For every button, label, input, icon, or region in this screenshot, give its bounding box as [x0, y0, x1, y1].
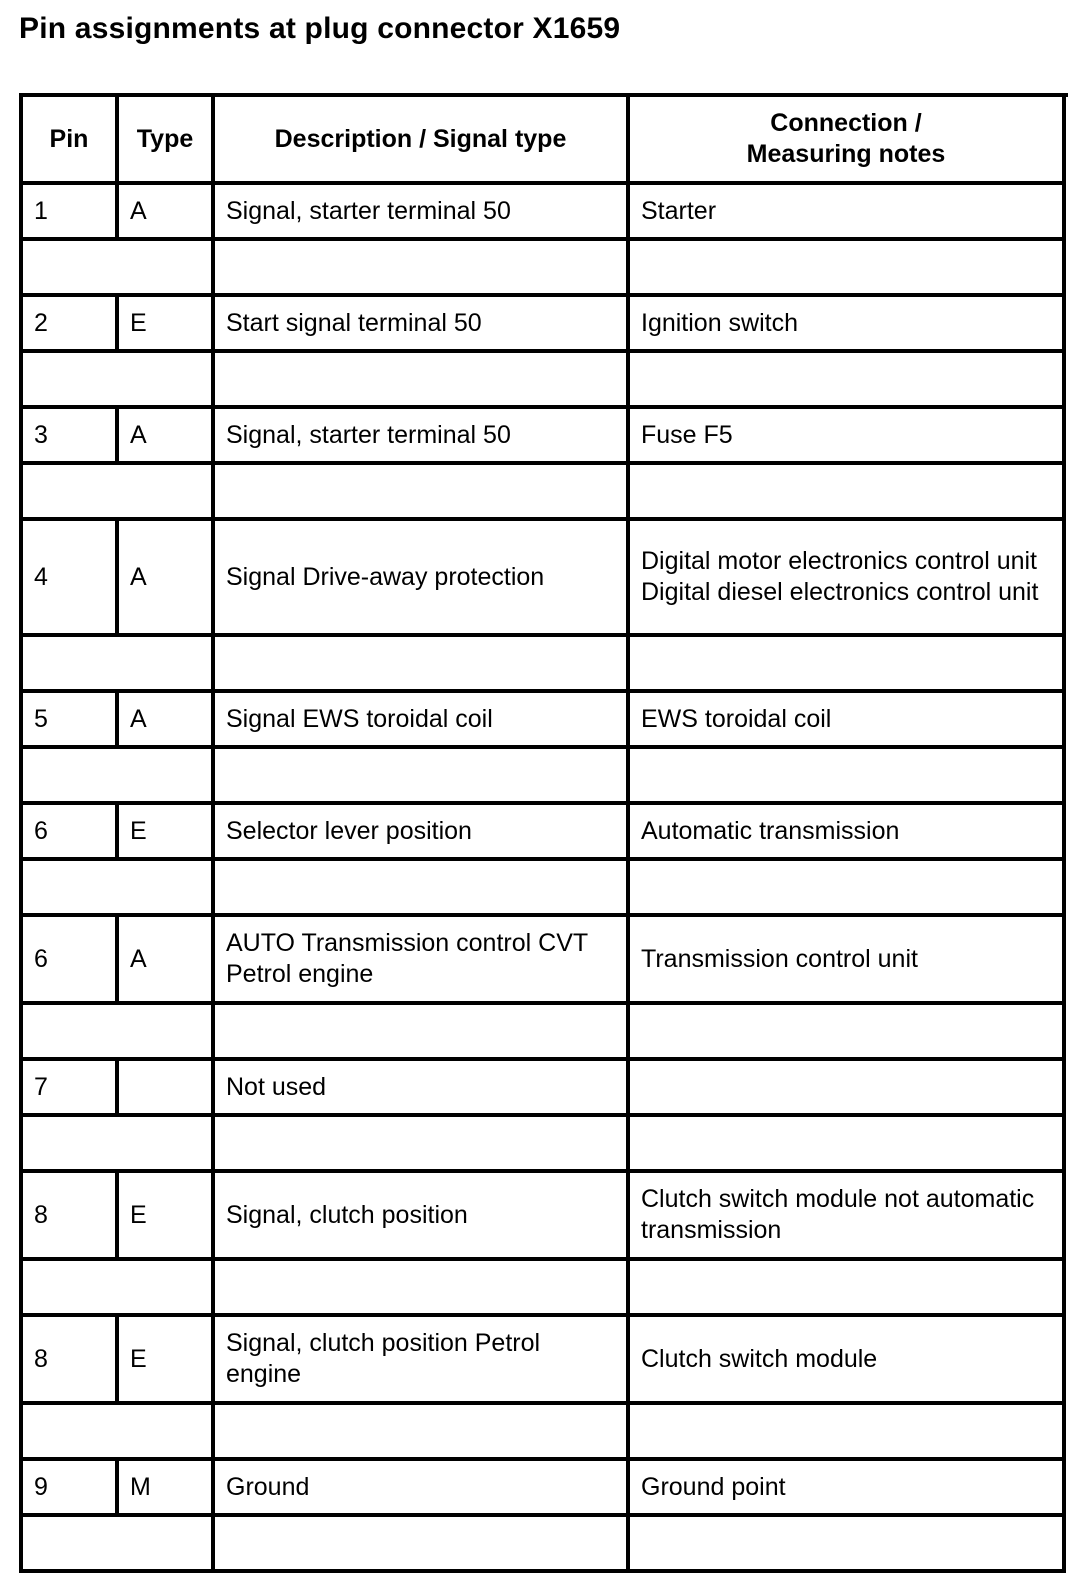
spacer-cell — [215, 861, 630, 917]
type-cell: E — [119, 1173, 215, 1261]
pin-cell: 7 — [23, 1061, 119, 1117]
description-cell: Signal EWS toroidal coil — [215, 693, 630, 749]
spacer-cell — [23, 241, 215, 297]
spacer-cell — [215, 1517, 630, 1573]
connection-cell — [630, 1061, 1066, 1117]
spacer-cell — [630, 1117, 1066, 1173]
connection-cell: Digital motor electronics control unit Digital diesel electronics control unit — [630, 521, 1066, 637]
spacer-cell — [215, 1261, 630, 1317]
spacer-cell — [215, 1117, 630, 1173]
spacer-cell — [215, 1405, 630, 1461]
connection-cell: Automatic transmission — [630, 805, 1066, 861]
spacer-cell — [23, 1005, 215, 1061]
spacer-cell — [630, 1405, 1066, 1461]
header-description: Description / Signal type — [215, 97, 630, 185]
description-cell: AUTO Transmission control CVT Petrol engine — [215, 917, 630, 1005]
spacer-cell — [23, 1405, 215, 1461]
spacer-cell — [215, 353, 630, 409]
spacer-cell — [215, 465, 630, 521]
page-title: Pin assignments at plug connector X1659 — [19, 12, 621, 45]
header-type: Type — [119, 97, 215, 185]
type-cell: A — [119, 409, 215, 465]
connection-cell: Clutch switch module not automatic transmission — [630, 1173, 1066, 1261]
type-cell: M — [119, 1461, 215, 1517]
type-cell: A — [119, 917, 215, 1005]
spacer-cell — [630, 1261, 1066, 1317]
spacer-cell — [630, 749, 1066, 805]
connection-cell: Clutch switch module — [630, 1317, 1066, 1405]
type-cell: E — [119, 297, 215, 353]
spacer-cell — [23, 861, 215, 917]
header-connection: Connection / Measuring notes — [630, 97, 1066, 185]
description-cell: Selector lever position — [215, 805, 630, 861]
type-cell — [119, 1061, 215, 1117]
spacer-cell — [630, 1005, 1066, 1061]
spacer-cell — [215, 637, 630, 693]
description-cell: Signal, clutch position Petrol engine — [215, 1317, 630, 1405]
header-pin: Pin — [23, 97, 119, 185]
description-cell: Signal Drive-away protection — [215, 521, 630, 637]
spacer-cell — [630, 353, 1066, 409]
spacer-cell — [23, 749, 215, 805]
spacer-cell — [23, 465, 215, 521]
spacer-cell — [23, 1117, 215, 1173]
pin-cell: 9 — [23, 1461, 119, 1517]
type-cell: A — [119, 185, 215, 241]
spacer-cell — [23, 1517, 215, 1573]
pin-cell: 2 — [23, 297, 119, 353]
type-cell: E — [119, 805, 215, 861]
spacer-cell — [23, 1261, 215, 1317]
connection-cell: Starter — [630, 185, 1066, 241]
pin-cell: 8 — [23, 1173, 119, 1261]
spacer-cell — [215, 1005, 630, 1061]
pin-cell: 1 — [23, 185, 119, 241]
spacer-cell — [630, 465, 1066, 521]
pin-cell: 5 — [23, 693, 119, 749]
connection-cell: Transmission control unit — [630, 917, 1066, 1005]
description-cell: Not used — [215, 1061, 630, 1117]
type-cell: A — [119, 693, 215, 749]
pin-cell: 4 — [23, 521, 119, 637]
spacer-cell — [215, 749, 630, 805]
pin-assignment-table — [19, 93, 1068, 1573]
pin-cell: 6 — [23, 805, 119, 861]
spacer-cell — [23, 637, 215, 693]
connection-cell: Ignition switch — [630, 297, 1066, 353]
type-cell: A — [119, 521, 215, 637]
connection-cell: EWS toroidal coil — [630, 693, 1066, 749]
description-cell: Signal, starter terminal 50 — [215, 185, 630, 241]
spacer-cell — [215, 241, 630, 297]
spacer-cell — [23, 353, 215, 409]
connection-cell: Ground point — [630, 1461, 1066, 1517]
description-cell: Signal, clutch position — [215, 1173, 630, 1261]
spacer-cell — [630, 241, 1066, 297]
spacer-cell — [630, 637, 1066, 693]
description-cell: Ground — [215, 1461, 630, 1517]
pin-cell: 3 — [23, 409, 119, 465]
spacer-cell — [630, 1517, 1066, 1573]
connection-cell: Fuse F5 — [630, 409, 1066, 465]
pin-cell: 8 — [23, 1317, 119, 1405]
pin-cell: 6 — [23, 917, 119, 1005]
description-cell: Signal, starter terminal 50 — [215, 409, 630, 465]
description-cell: Start signal terminal 50 — [215, 297, 630, 353]
spacer-cell — [630, 861, 1066, 917]
type-cell: E — [119, 1317, 215, 1405]
